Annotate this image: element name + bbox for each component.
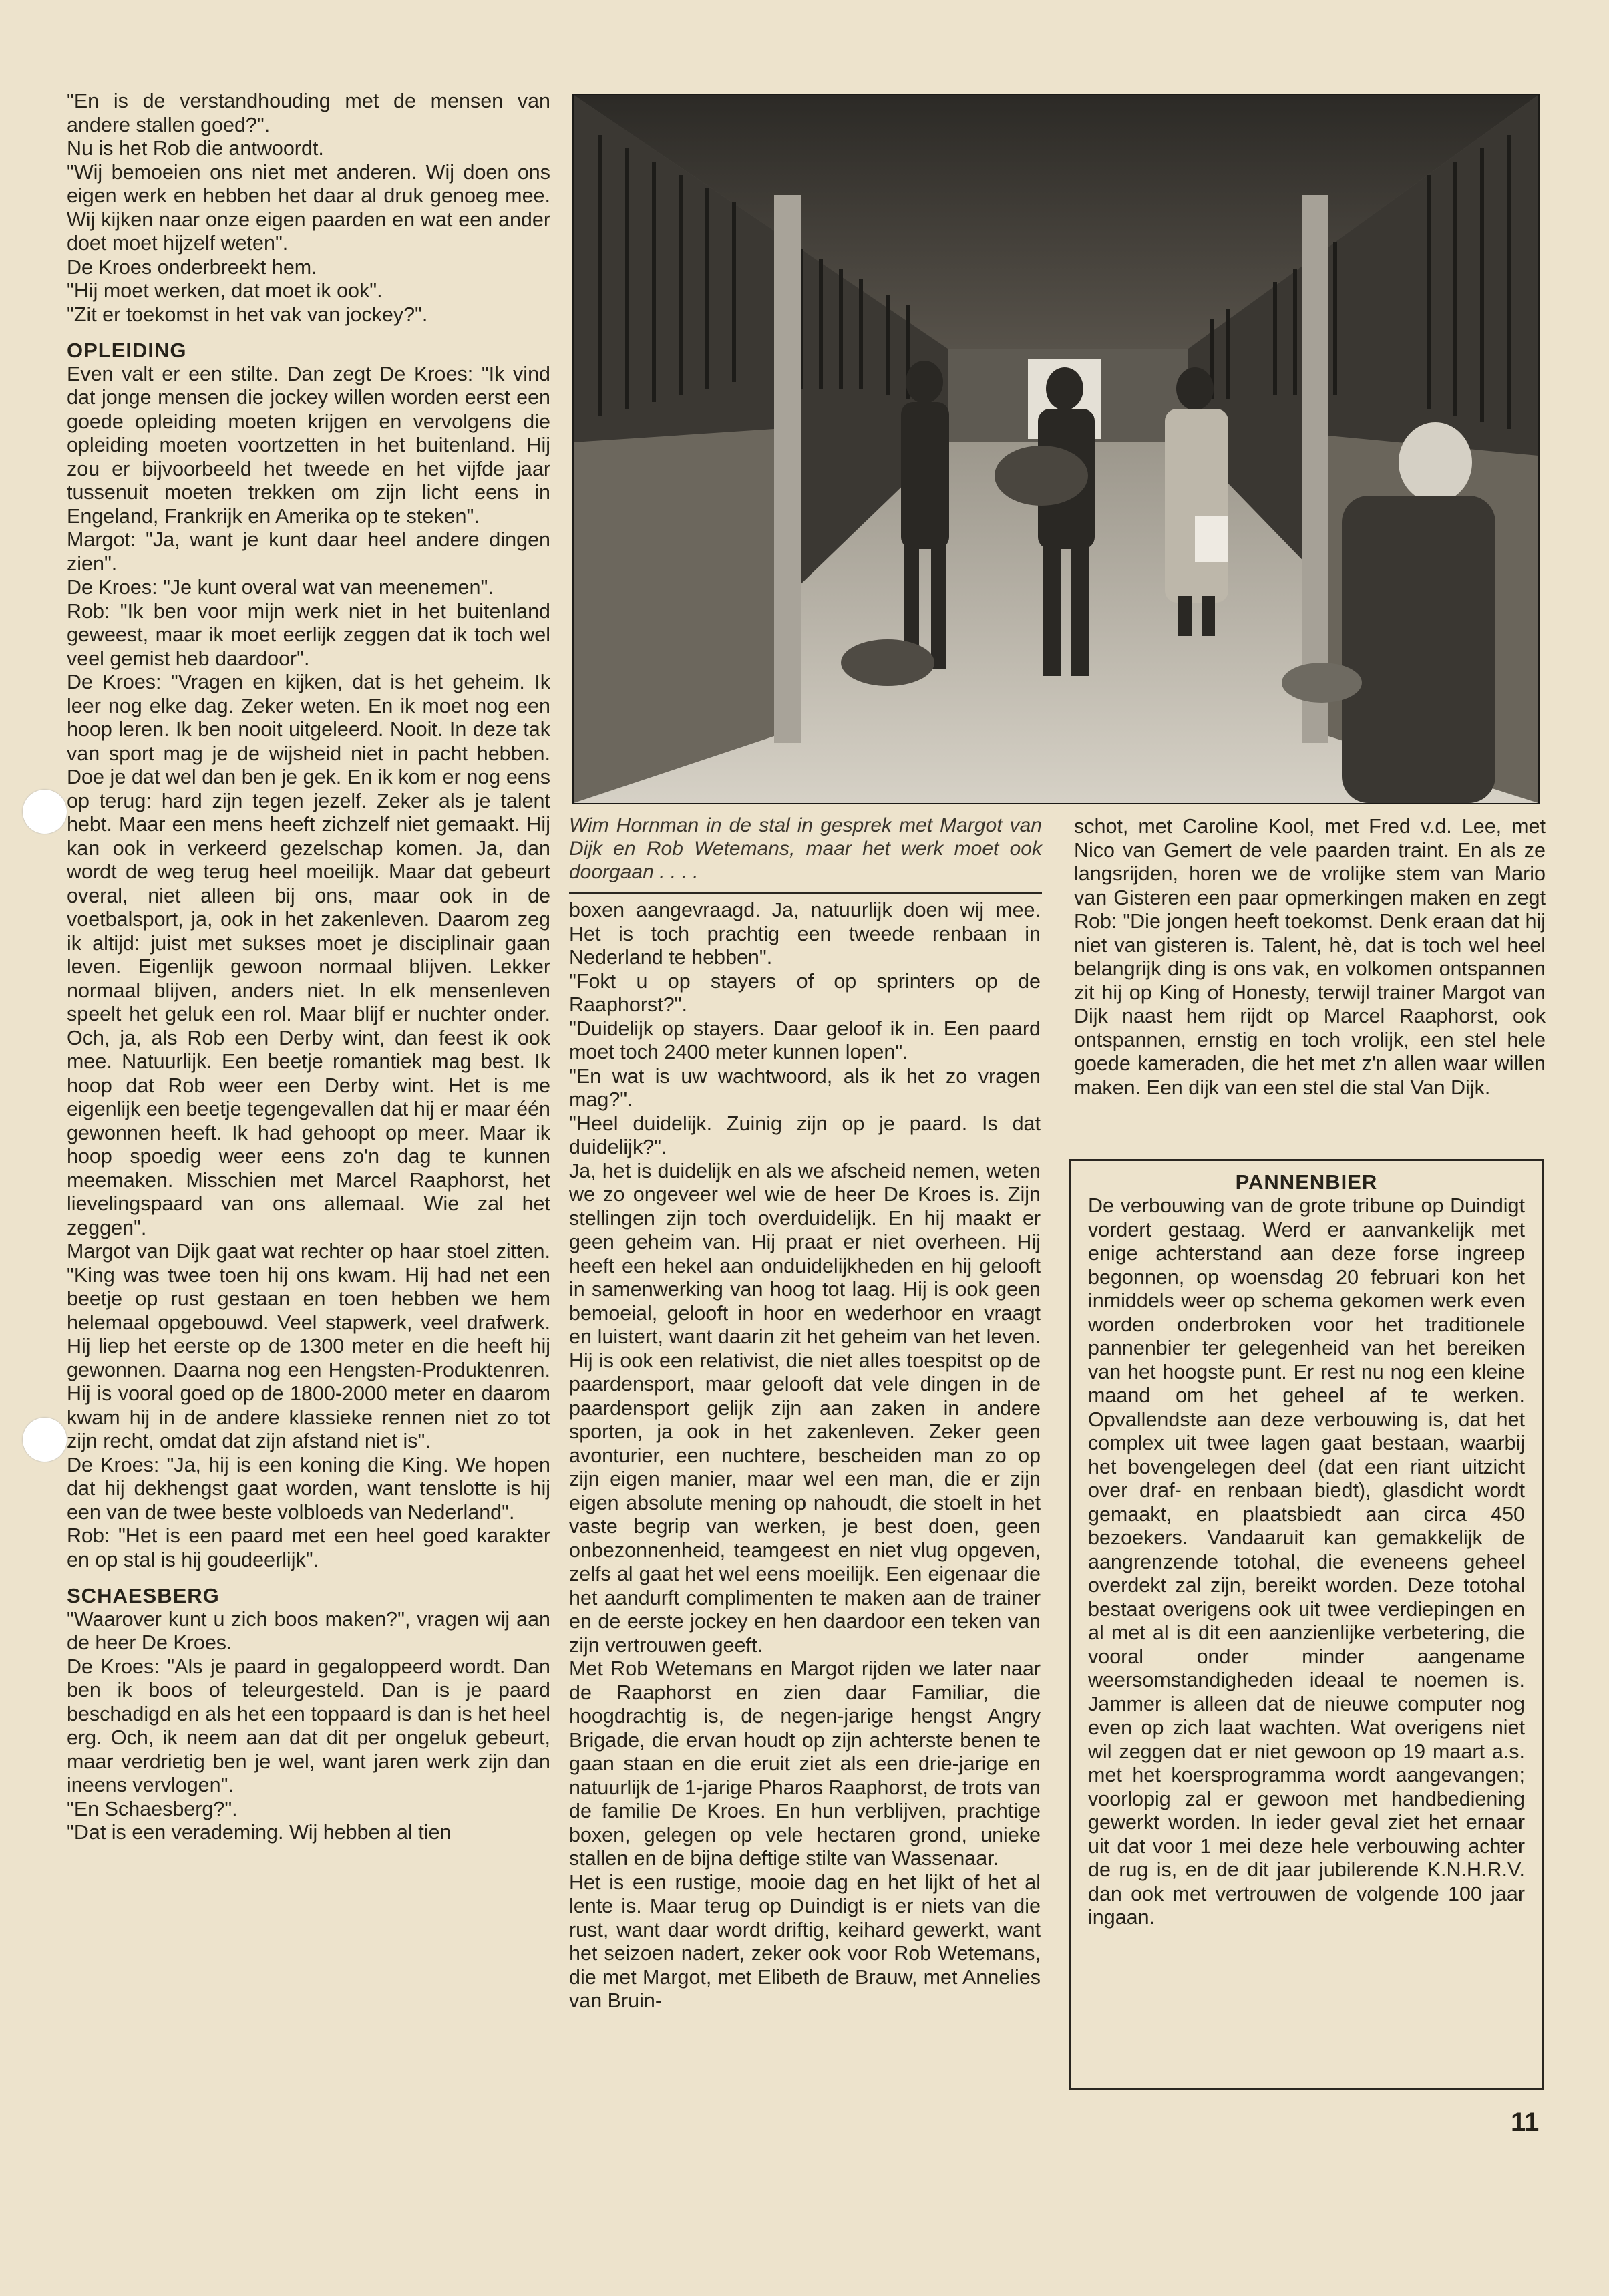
- paragraph: Margot van Dijk gaat wat rechter op haar stoel zitten. "King was twee toen hij ons kwam. Hij had net een beetje op rust gestaan en toen hebben we hem helemaal opgebouwd. Veel stapwerk, veel drafwerk. Hij liep het eerste op de 1300 meter en die heeft hij gewonnen. Daarna nog een Hengsten-Produktenren. Hij is vooral goed op de 1800-2000 meter en daarom kwam hij in de andere klassieke rennen niet zo tot zijn recht, omdat dat zijn afstand niet is".: [67, 1240, 550, 1452]
- paragraph: "Heel duidelijk. Zuinig zijn op je paard. Is dat duidelijk?".: [569, 1112, 1041, 1158]
- punch-hole: [23, 790, 67, 834]
- article-column-3: [1074, 815, 1546, 1100]
- section-heading: SCHAESBERG: [67, 1584, 220, 1607]
- paragraph: De Kroes: "Ja, hij is een koning die King. We hopen dat hij dekhengst gaat worden, want tenslotte is hij een van de twee beste volbloeds van Nederland".: [67, 1453, 550, 1524]
- paragraph: Ja, het is duidelijk en als we afscheid nemen, weten we zo ongeveer wel wie de heer De Kroes is. Zijn stellingen zijn toch overduidelijk. En hij maakt er geen geheim van. Hij praat er niet overheen. Hij heeft een hekel aan onduidelijkheden en hij gelooft in samenwerking van hoog tot laag. Hij is ook geen bemoeial, gelooft in hoor en wederhoor en vraagt en luistert, want daarin zit het geheim van het leven. Hij is ook een relativist, die niet alles toespitst op de paardensport, maar gelooft dat vele dingen in de paardensport gelijk zijn aan zaken in andere sporten, ja ook in het zakenleven. Zeker geen avonturier, een nuchtere, bescheiden man zo op zijn eigen manier, maar wel een man, die er zijn eigen absolute mening op nahoudt, die stoelt in het vaste begrip van werken, je best doen, geen onbezonnenheid, teamgeest en niet vlug opgeven, zelfs al gaat het wel eens moeilijk. Een eigenaar die het aandurft complimenten te maken aan de trainer en de eerste jockey en hen daardoor een teken van zijn vertrouwen geeft.: [569, 1159, 1041, 1657]
- stable-photo-illustration: [574, 95, 1538, 803]
- page-number: 11: [1511, 2108, 1540, 2137]
- paragraph: "Hij moet werken, dat moet ik ook".: [67, 279, 383, 302]
- section-heading: OPLEIDING: [67, 339, 187, 362]
- paragraph: Rob: "Het is een paard met een heel goed karakter en op stal is hij goudeerlijk".: [67, 1524, 550, 1571]
- paragraph: "Fokt u op stayers of op sprinters op de Raaphorst?".: [569, 969, 1041, 1016]
- paragraph: "Wij bemoeien ons niet met anderen. Wij doen ons eigen werk en hebben het daar al druk genoeg mee. Wij kijken naar onze eigen paarden en wat een ander doet moet hijzelf weten".: [67, 160, 550, 255]
- paragraph: "Zit er toekomst in het vak van jockey?".: [67, 303, 428, 326]
- paragraph: "En is de verstandhouding met de mensen van andere stallen goed?".: [67, 90, 550, 136]
- box-title: PANNENBIER: [1235, 1170, 1378, 1194]
- paragraph: "En Schaesberg?".: [67, 1797, 238, 1820]
- paragraph: Rob: "Ik ben voor mijn werk niet in het buitenland geweest, maar ik moet eerlijk zeggen dat ik toch wel veel gemist heb daardoor".: [67, 599, 550, 670]
- stable-photo: [572, 94, 1540, 804]
- box-text: De verbouwing van de grote tribune op Duindigt vordert gestaag. Werd er aanvankelijk met enige achterstand aan deze forse ingreep begonnen, op woensdag 20 februari kon het inmiddels weer op schema gekomen werk even worden onderbroken voor het traditionele pannenbier ter gelegenheid van het bereiken van het hoogste punt. Er rest nu nog een kleine maand om het geheel af te werken. Opvallendste aan deze verbouwing is, dat het complex uit twee lagen gaat bestaan, waarbij het bovengelegen deel (dat een riant uitzicht over draf- en renbaan biedt), glasdicht wordt gemaakt, en plaatsbiedt aan circa 450 bezoekers. Vandaaruit kan gemakkelijk de aangrenzende totohal, die eveneens geheel overdekt zal zijn, bereikt worden. Deze totohal bestaat overigens ook uit twee verdiepingen en al met al is dit een aanzienlijke verbetering, die vooral onder minder aangename weersomstandigheden ideaal te noemen is. Jammer is alleen dat de nieuwe computer nog even op zich laat wachten. Wat overigens niet wil zeggen dat er niet gewoon op 19 maart a.s. met het koersprogramma wordt aangevangen; voorlopig zal er gewoon met handbediening gewerkt worden. In ieder geval ziet het ernaar uit dat voor 1 mei deze hele verbouwing achter de rug is, en de dit jaar jubilerende K.N.H.R.V. dan ook met vertrouwen de volgende 100 jaar ingaan.: [1088, 1194, 1525, 1929]
- paragraph: De Kroes onderbreekt hem.: [67, 255, 317, 279]
- paragraph: De Kroes: "Vragen en kijken, dat is het geheim. Ik leer nog elke dag. Zeker weten. En ik moet nog een hoop leren. Ik ben nooit uitgeleerd. Nooit. In deze tak van sport mag je de wijsheid niet in pacht hebben. Doe je dat wel dan ben je gek. En ik kom er nog eens op terug: hard zijn tegen jezelf. Zeker als je talent hebt. Maar een mens heeft zichzelf niet gemaakt. Hij kan ook in verkeerd gezelschap komen. Ja, dan wordt de weg terug heel moeilijk. Maar dat gebeurt overal, niet alleen bij ons, maar ook in de voetbalsport, ja, ook in het zakenleven. Daarom zeg ik altijd: juist met sukses moet je disciplinair gaan leven. Eigenlijk gewoon normaal blijven. Lekker normaal blijven, anders niet. In elk mensenleven speelt het geluk een rol. Maar blijf er nuchter onder. Och, ja, als Rob een Derby wint, dan feest ik ook mee. Natuurlijk. Een beetje romantiek mag best. Ik hoop dat Rob weer een Derby wint. Het is me eigenlijk een beetje tegengevallen dat hij er maar één gewonnen heeft. Ik had gehoopt op meer. Maar ik hoop spoedig weer eens zo'n dag te kunnen meemaken. Misschien met Marcel Raaphorst, het lievelingspaard van ons allemaal. Wie zal het zeggen".: [67, 671, 550, 1239]
- paragraph: Met Rob Wetemans en Margot rijden we later naar de Raaphorst en zien daar Familiar, die hoogdrachtig is, de negen-jarige hengst Angry Brigade, die ervan houdt op zijn achterste benen te gaan staan en die eruit ziet als een drie-jarige en natuurlijk de 1-jarige Pharos Raaphorst, de trots van de familie De Kroes. En hun verblijven, prachtige boxen, gelegen op vele hectaren grond, unieke stallen en de bijna deftige stilte van Wassenaar.: [569, 1657, 1041, 1870]
- article-column-1: [67, 90, 550, 1845]
- paragraph: Even valt er een stilte. Dan zegt De Kroes: "Ik vind dat jonge mensen die jockey willen worden eerst een goede opleiding moeten krijgen en vervolgens die opleiding moeten voortzetten in het buitenland. Hij zou er bijvoorbeeld het tweede en het vijfde jaar tussenuit moeten trekken om zijn licht eens in Engeland, Frankrijk en Amerika op te steken".: [67, 362, 550, 528]
- paragraph: De Kroes: "Je kunt overal wat van meenemen".: [67, 576, 494, 599]
- caption-rule: [569, 892, 1042, 894]
- punch-hole: [23, 1418, 67, 1462]
- paragraph: Het is een rustige, mooie dag en het lijkt of het al lente is. Maar terug op Duindigt is er niets van die rust, want daar wordt driftig, keihard gewerkt, want het seizoen nadert, zeker ook voor Rob Wetemans, die met Margot, met Elibeth de Brauw, met Annelies van Bruin-: [569, 1870, 1041, 2012]
- paragraph: schot, met Caroline Kool, met Fred v.d. Lee, met Nico van Gemert de vele paarden traint. En als ze langsrijden, horen we de vrolijke stem van Mario van Gisteren een paar opmerkingen maken en zegt Rob: "Die jongen heeft toekomst. Denk eraan dat hij niet van gisteren is. Talent, hè, dat is toch wel heel belangrijk ding is ons vak, en volkomen ontspannen zit hij op King of Honesty, terwijl trainer Margot van Dijk naast hem rijdt op Marcel Raaphorst, ook ontspannen, ernstig en toch vrolijk, een stel hele goede kameraden, die het met z'n allen waar willen maken. Een dijk van een stel die stal Van Dijk.: [1074, 815, 1546, 1099]
- paragraph: "En wat is uw wachtwoord, als ik het zo vragen mag?".: [569, 1064, 1041, 1111]
- paragraph: boxen aangevraagd. Ja, natuurlijk doen wij mee. Het is toch prachtig een tweede renbaan in Nederland te hebben".: [569, 898, 1041, 969]
- photo-caption: Wim Hornman in de stal in gesprek met Margot van Dijk en Rob Wetemans, maar het werk moet ook doorgaan . . . .: [569, 814, 1042, 883]
- paragraph: Margot: "Ja, want je kunt daar heel andere dingen zien".: [67, 528, 550, 575]
- paragraph: "Dat is een verademing. Wij hebben al tien: [67, 1821, 452, 1844]
- paragraph: "Waarover kunt u zich boos maken?", vragen wij aan de heer De Kroes.: [67, 1607, 550, 1654]
- paragraph: De Kroes: "Als je paard in gegaloppeerd wordt. Dan ben ik boos of teleurgesteld. Dan is je paard beschadigd en als het een toppaard is dan is het heel erg. Och, ik neem aan dat dit per ongeluk gebeurt, maar verdrietig ben je wel, want jaren werk zijn dan ineens vervlogen".: [67, 1655, 550, 1796]
- paragraph: Nu is het Rob die antwoordt.: [67, 137, 324, 160]
- pannenbier-box: [1069, 1159, 1544, 2090]
- article-column-2: [569, 898, 1041, 2013]
- paragraph: "Duidelijk op stayers. Daar geloof ik in. Een paard moet toch 2400 meter kunnen lopen".: [569, 1017, 1041, 1063]
